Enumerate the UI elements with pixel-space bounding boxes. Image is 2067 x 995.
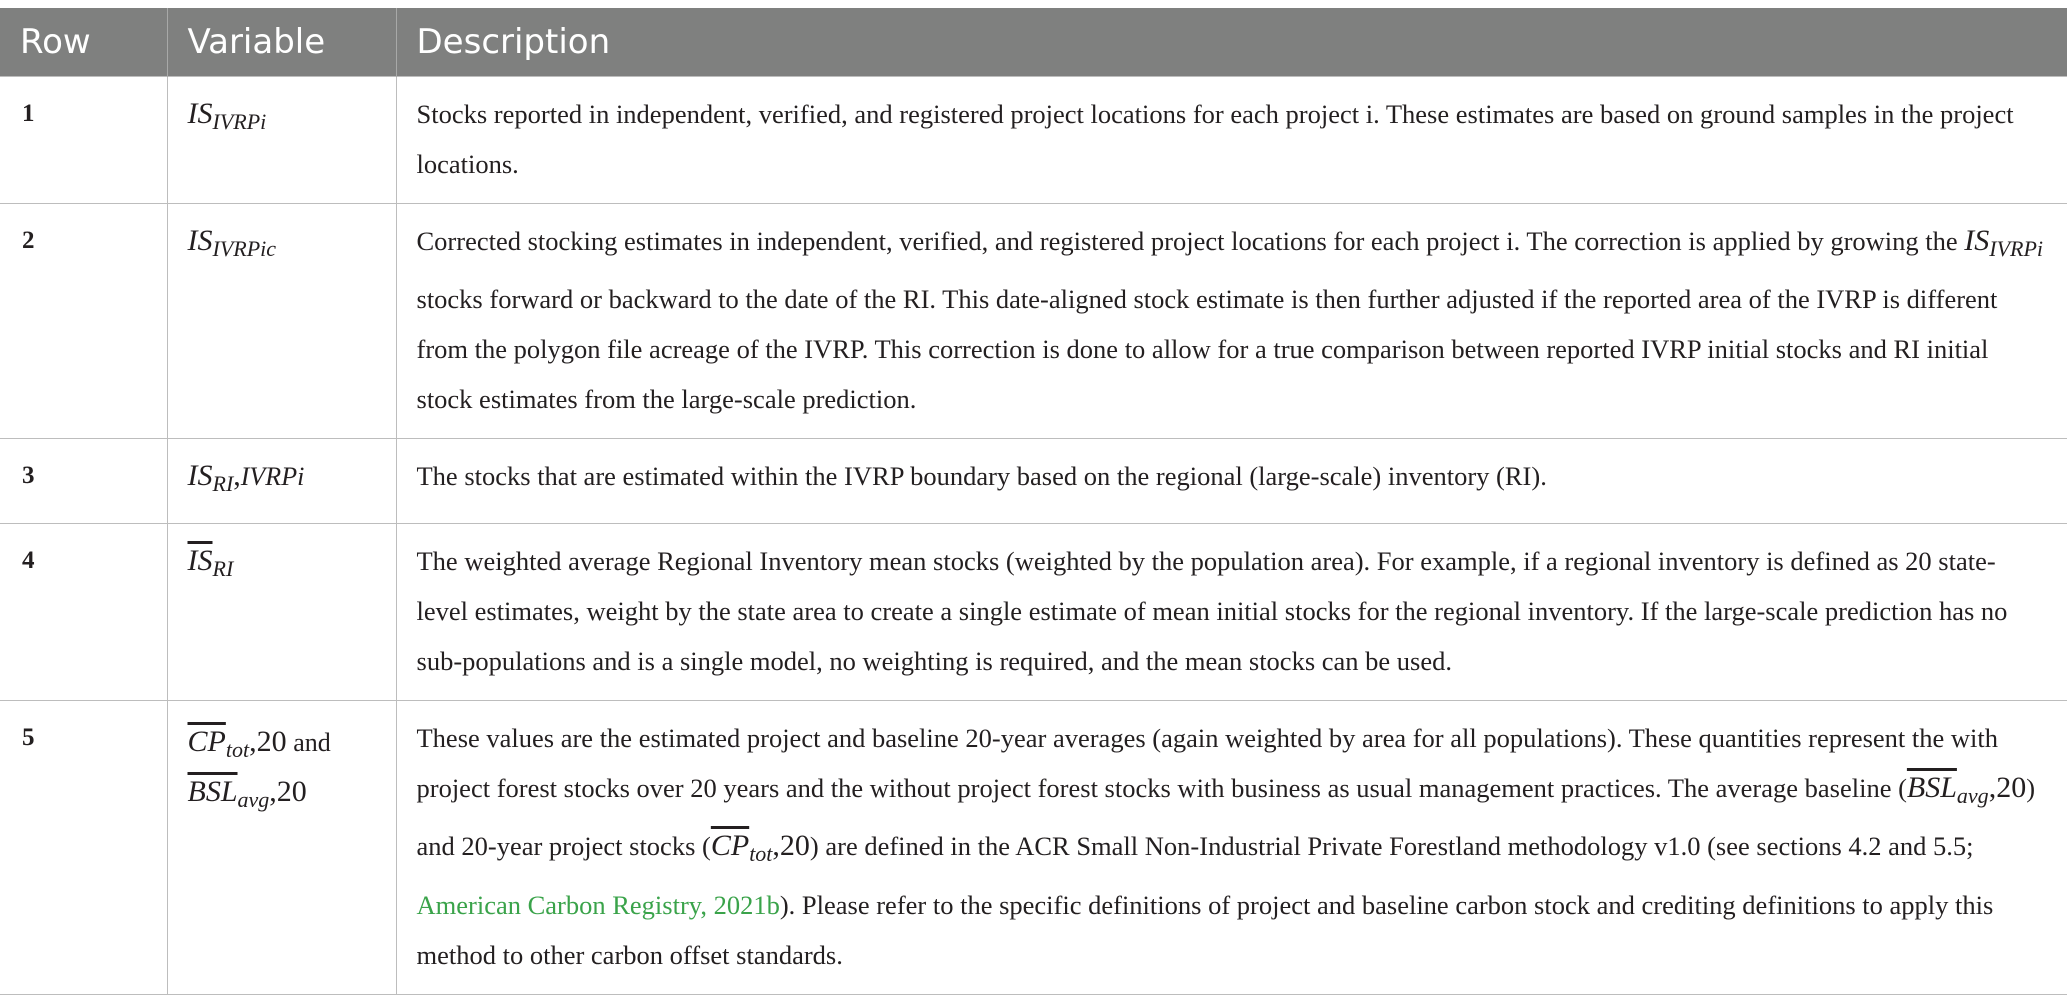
- table-row: [0, 524, 2067, 701]
- variable-cell: [167, 439, 396, 524]
- inline-variable-bsl: $\overline{BSL}_{avg},20$: [1906, 771, 2027, 809]
- description-cell: Corrected stocking estimates in independent, verified, and registered project locations for each project i. The correction is applied by growing the $IS_{IVRPi}$ stocks forward or backward to the date of the RI. This date-aligned stock estimate is then further adjusted if the reported area of the IVRP is different from the polygon file acreage of the IVRP. This correction is done to allow for a true comparison between reported IVRP initial stocks and RI initial stock estimates from the large-scale prediction.: [396, 204, 2067, 439]
- description-cell: Stocks reported in independent, verified, and registered project locations for each project i. These estimates are based on ground samples in the project locations.: [396, 77, 2067, 204]
- variable-cell: [167, 77, 396, 204]
- variable-cell: [167, 701, 396, 994]
- header-description: Description: [396, 8, 2067, 77]
- table-row: [0, 701, 2067, 994]
- description-cell: These values are the estimated project and baseline 20-year averages (again weighted by area for all populations). These quantities represent the with project forest stocks over 20 years and the without project forest stocks with business as usual management practices. The average baseline $(\overline{BSL}_{avg},20)$ and 20-year project stocks $(\overline{CP}_{tot},20)$ are defined in the ACR Small Non-Industrial Private Forestland methodology v1.0 (see sections 4.2 and 5.5; American Carbon Registry, 2021b). Please refer to the specific definitions of project and baseline carbon stock and crediting definitions to apply this method to other carbon offset standards.: [396, 701, 2067, 994]
- row-number: 4: [0, 524, 167, 701]
- inline-variable-symbol: $IS_{IVRPi}$: [1964, 224, 2044, 262]
- row-number: 1: [0, 77, 167, 204]
- variable-cell: [167, 524, 396, 701]
- variable-symbol-bsl: $\overline{BSL}_{avg},20$: [187, 775, 307, 813]
- variables-table: [0, 8, 2067, 995]
- header-variable: Variable: [167, 8, 396, 77]
- table-row: [0, 439, 2067, 524]
- variable-symbol: $IS_{IVRPic}$: [187, 224, 277, 262]
- row-number: 2: [0, 204, 167, 439]
- variable-symbol: $\overline{IS}_{RI}$: [187, 544, 234, 582]
- variable-cell: [167, 204, 396, 439]
- table-row: [0, 77, 2067, 204]
- table-row: [0, 204, 2067, 439]
- variables-table-container: [0, 8, 2067, 995]
- inline-variable-cp: $\overline{CP}_{tot},20$: [710, 829, 810, 867]
- header-row: Row: [0, 8, 167, 77]
- variable-symbol-cp: $\overline{CP}_{tot},20$ and: [187, 725, 331, 763]
- variable-symbol: $IS_{IVRPi}$: [187, 97, 267, 135]
- row-number: 5: [0, 701, 167, 994]
- table-header-row: [0, 8, 2067, 77]
- variable-symbol: $IS_{RI},IVRPi$: [187, 459, 305, 497]
- description-cell: The stocks that are estimated within the IVRP boundary based on the regional (large-scale) inventory (RI).: [396, 439, 2067, 524]
- row-number: 3: [0, 439, 167, 524]
- citation-link[interactable]: American Carbon Registry, 2021b: [416, 889, 780, 920]
- description-cell: The weighted average Regional Inventory mean stocks (weighted by the population area). For example, if a regional inventory is defined as 20 state-level estimates, weight by the state area to create a single estimate of mean initial stocks for the regional inventory. If the large-scale prediction has no sub-populations and is a single model, no weighting is required, and the mean stocks can be used.: [396, 524, 2067, 701]
